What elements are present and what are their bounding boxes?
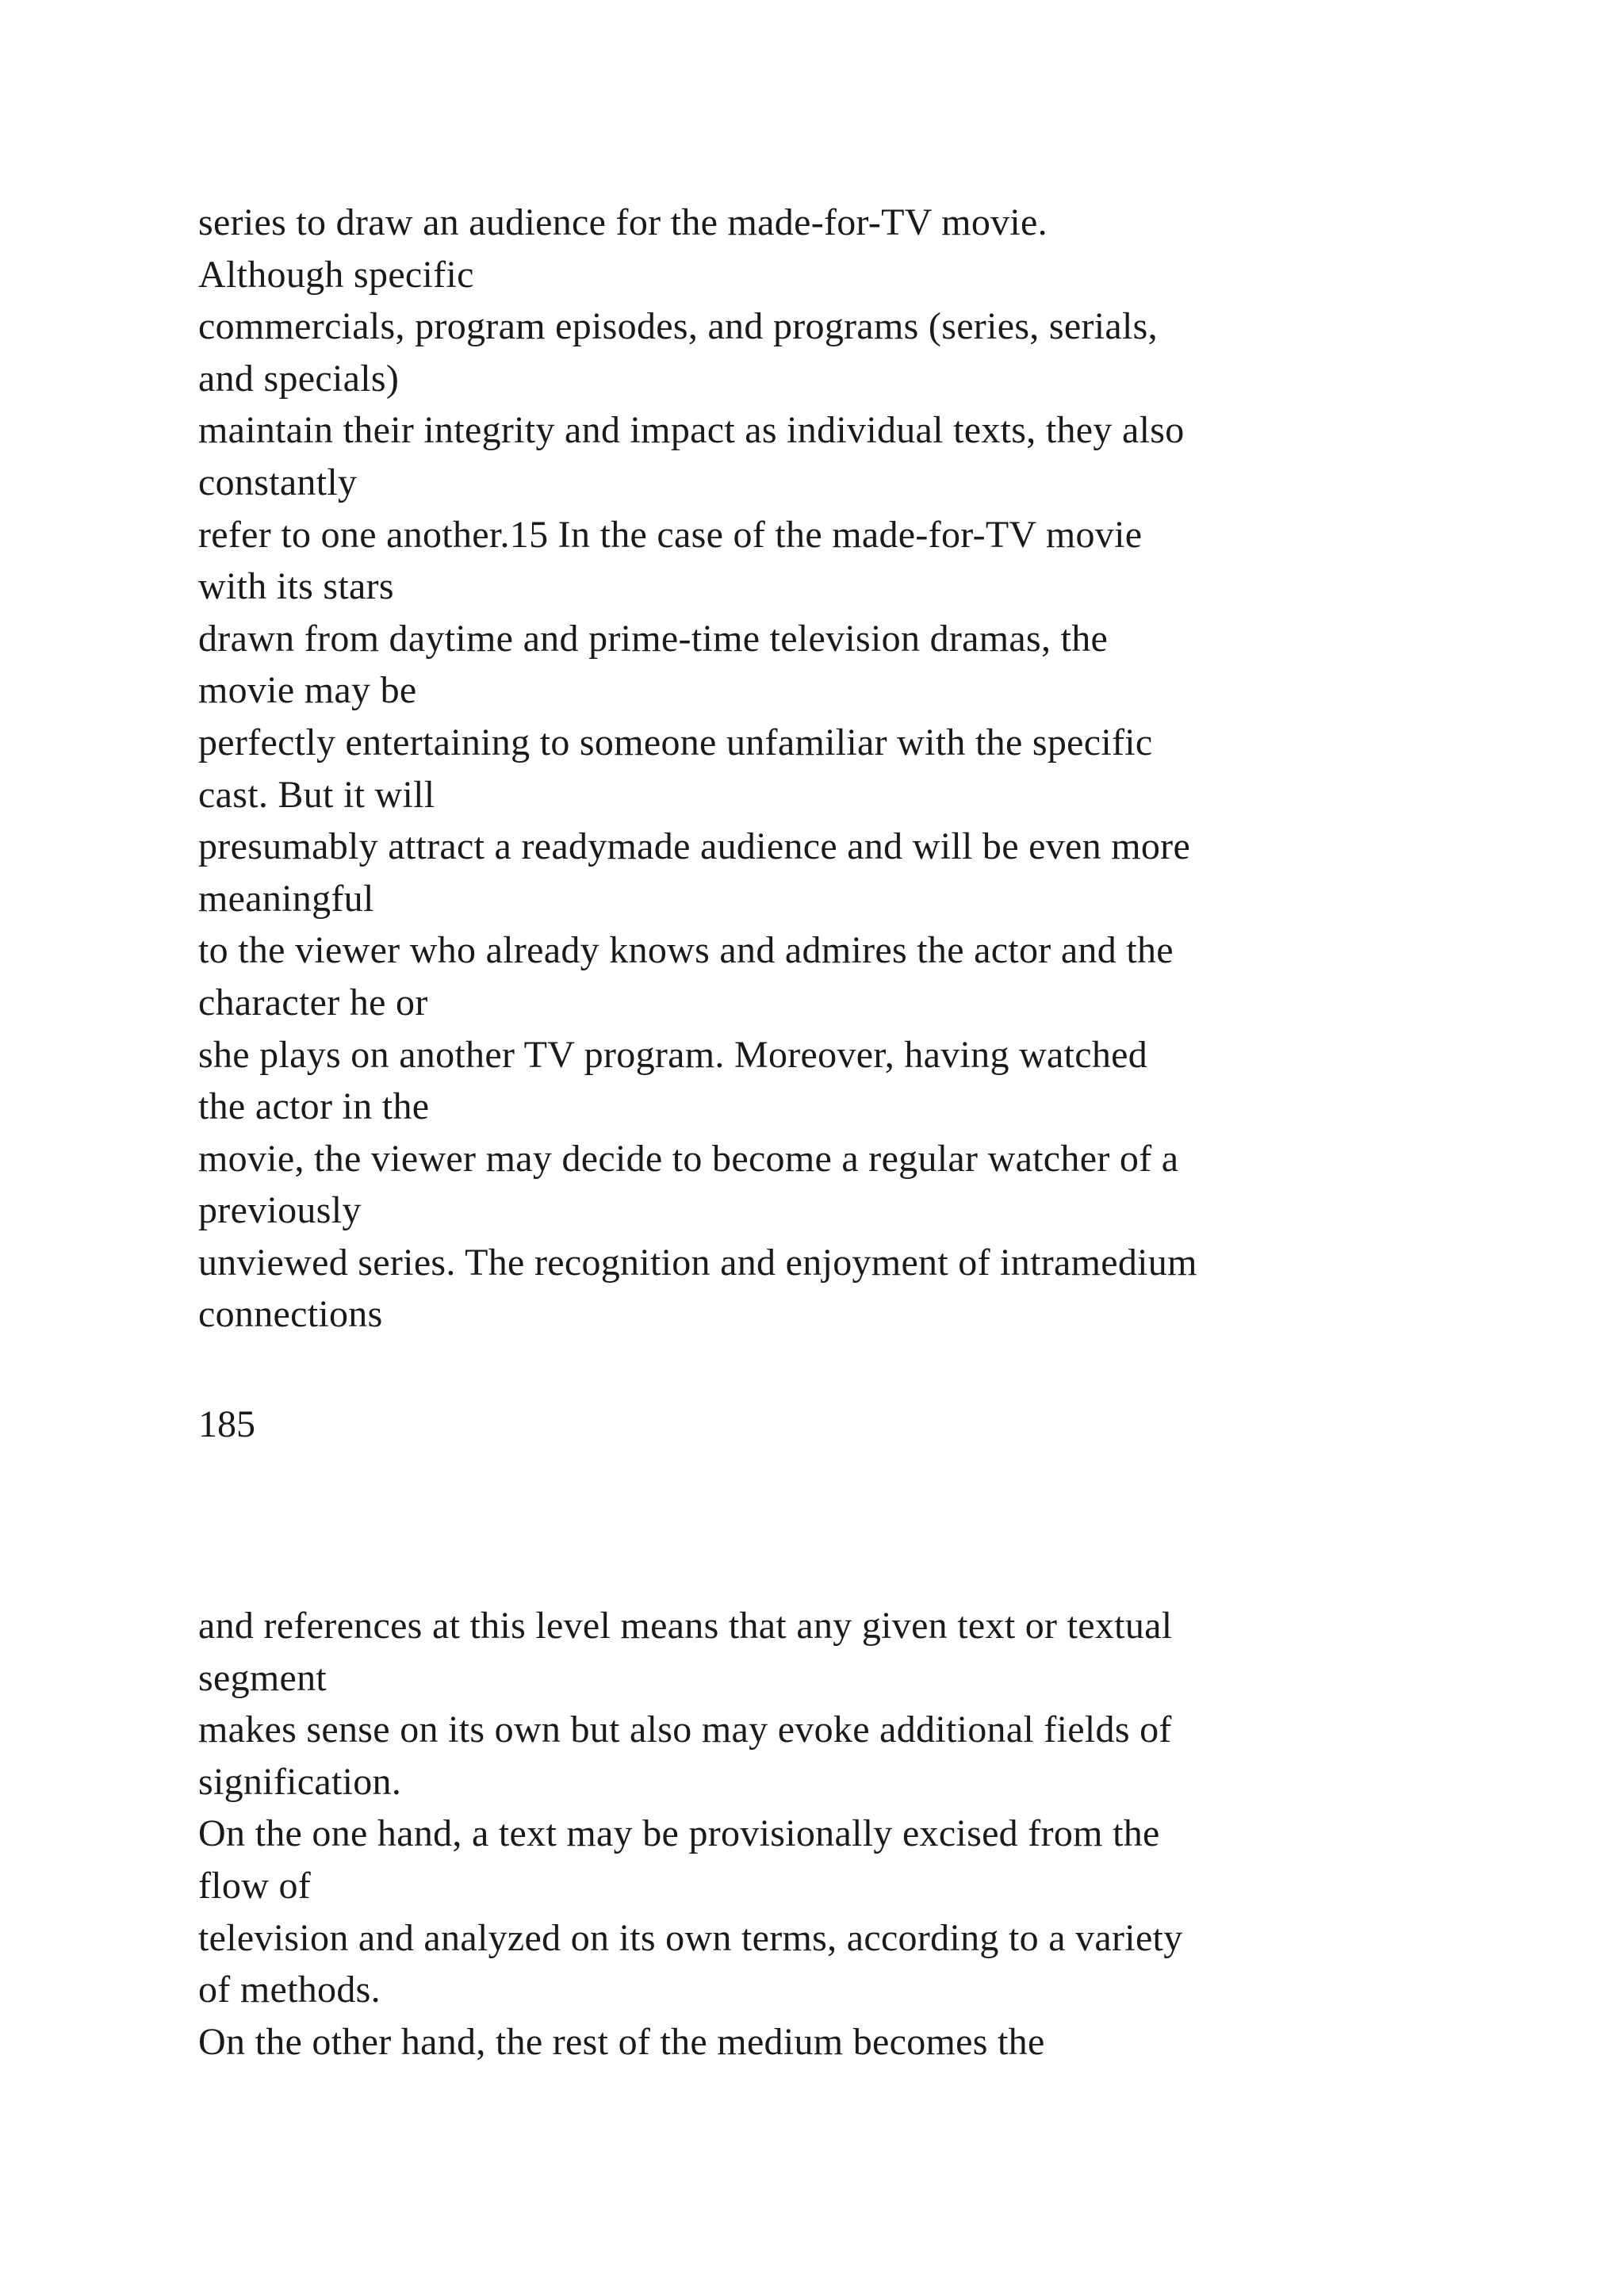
text-line: with its stars <box>198 565 394 608</box>
text-line: of methods. <box>198 1969 381 2011</box>
text-line: meaningful <box>198 877 374 920</box>
text-line: she plays on another TV program. Moreover, having watched <box>198 1033 1148 1076</box>
text-line: On the one hand, a text may be provisionally excised from the <box>198 1812 1160 1855</box>
text-line: drawn from daytime and prime-time television dramas, the <box>198 617 1109 660</box>
text-line: flow of <box>198 1864 312 1907</box>
text-line: the actor in the <box>198 1085 430 1128</box>
text-line: signification. <box>198 1760 402 1803</box>
text-line: previously <box>198 1189 362 1232</box>
paragraph-block-bottom <box>198 1600 1546 2068</box>
text-line: maintain their integrity and impact as individual texts, they also <box>198 409 1185 452</box>
text-line: presumably attract a readymade audience and will be even more <box>198 825 1191 868</box>
text-line: unviewed series. The recognition and enjoyment of intramedium <box>198 1241 1197 1284</box>
text-line: On the other hand, the rest of the medium becomes the <box>198 2020 1045 2063</box>
text-line: character he or <box>198 981 428 1024</box>
text-line: refer to one another.15 In the case of the made-for-TV movie <box>198 513 1143 556</box>
paragraph-block-top <box>198 197 1546 1341</box>
page-number: 185 <box>198 1403 255 1445</box>
text-line: makes sense on its own but also may evoke additional fields of <box>198 1709 1172 1751</box>
text-line: connections <box>198 1293 383 1336</box>
text-line: to the viewer who already knows and admires the actor and the <box>198 929 1174 972</box>
text-line: movie may be <box>198 669 417 712</box>
text-line: movie, the viewer may decide to become a regular watcher of a <box>198 1137 1179 1180</box>
text-line: constantly <box>198 461 358 503</box>
text-line: perfectly entertaining to someone unfamiliar with the specific <box>198 721 1153 763</box>
text-line: segment <box>198 1656 327 1699</box>
text-line: television and analyzed on its own terms, according to a variety <box>198 1916 1183 1959</box>
text-line: and references at this level means that any given text or textual <box>198 1605 1173 1647</box>
text-line: commercials, program episodes, and programs (series, serials, <box>198 305 1158 348</box>
text-line: cast. But it will <box>198 773 435 816</box>
text-line: and specials) <box>198 357 400 400</box>
text-line: Although specific <box>198 253 474 296</box>
text-line: series to draw an audience for the made-for-TV movie. <box>198 201 1048 243</box>
